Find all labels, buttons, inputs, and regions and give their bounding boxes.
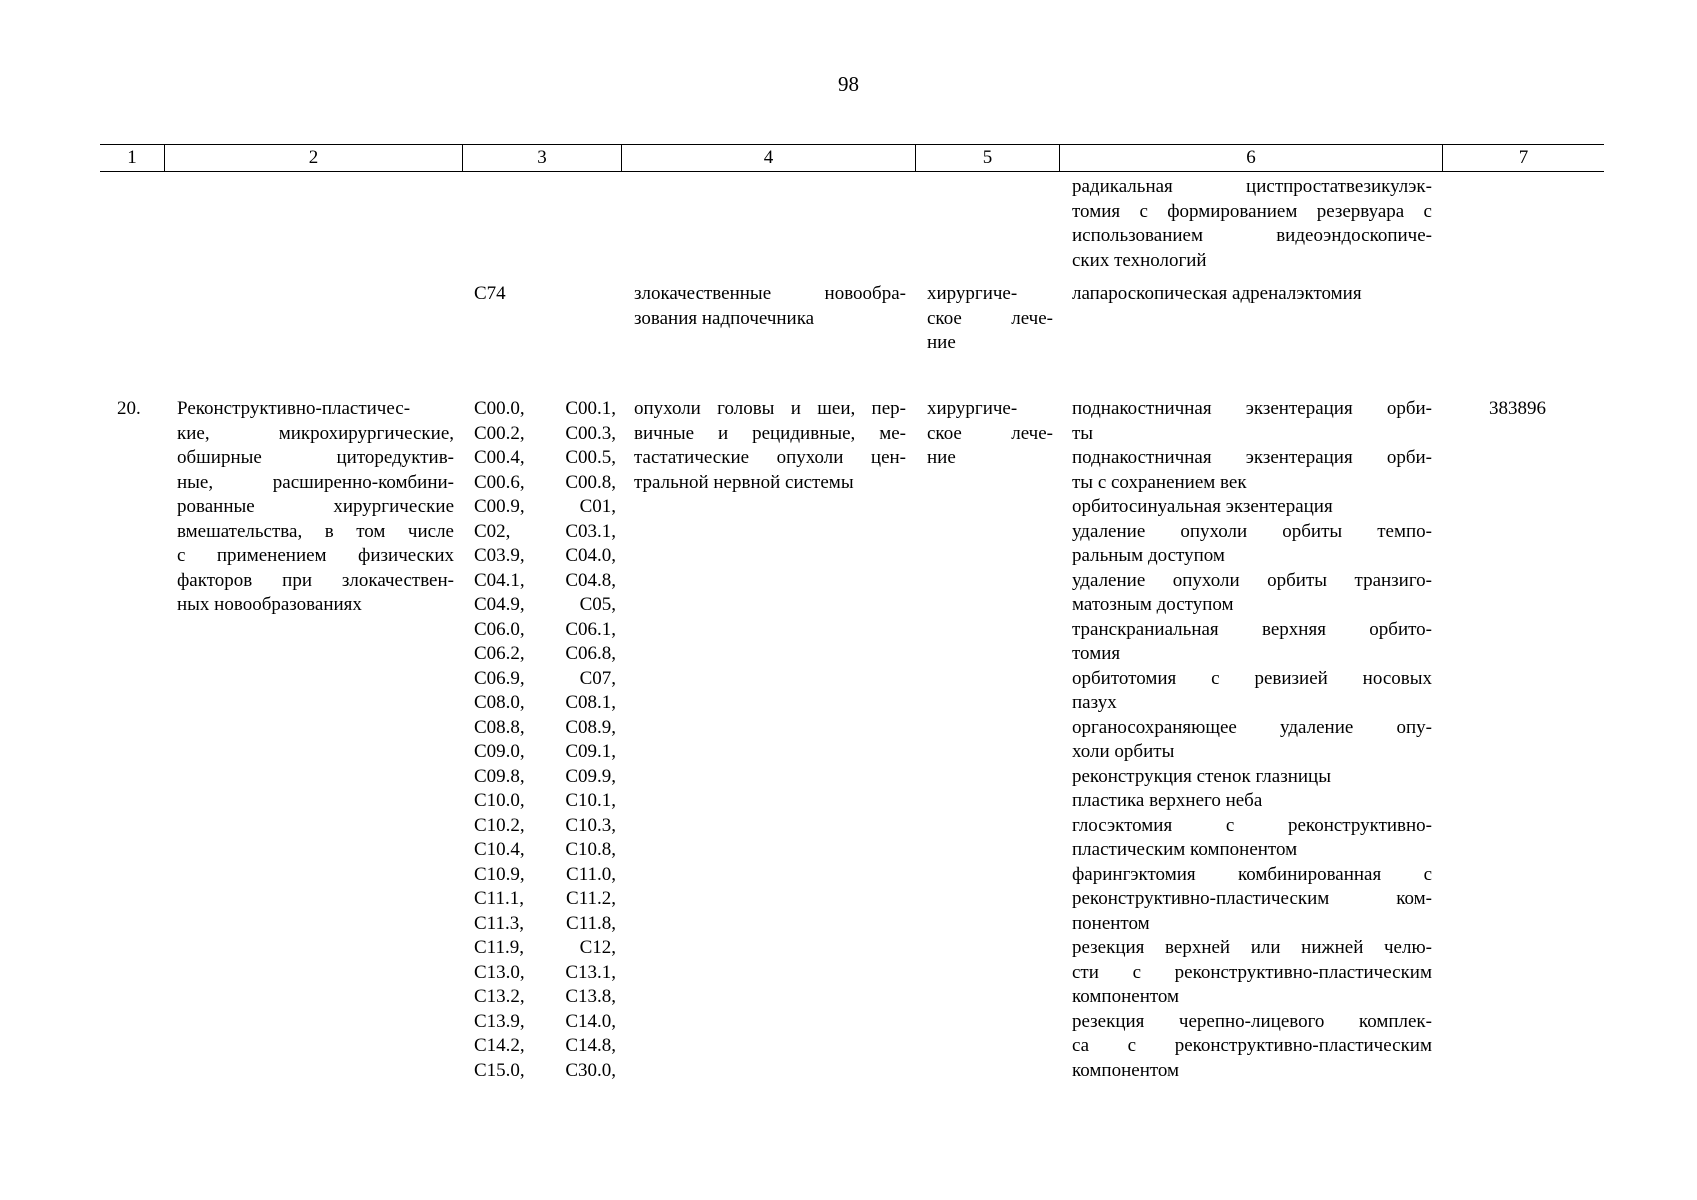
row-20-care-type xyxy=(177,397,454,618)
text-line: хирургиче- xyxy=(927,283,1018,304)
text-line: использованием видеоэндоскопиче- xyxy=(1072,225,1432,246)
row-c74-diagnosis xyxy=(634,282,906,331)
icd-code-row xyxy=(474,618,616,643)
icd-code: C06.0, xyxy=(474,618,525,640)
icd-code-row xyxy=(474,446,616,471)
icd-code: C13.8, xyxy=(565,986,616,1007)
icd-code: C10.3, xyxy=(565,814,616,836)
text-line: лапароскопическая адреналэктомия xyxy=(1072,283,1362,304)
row-20-icd-codes xyxy=(474,397,616,1083)
row-c74-code: C74 xyxy=(474,283,506,304)
text-line: резекция верхней или нижней челю- xyxy=(1072,937,1432,958)
icd-code: C14.0, xyxy=(565,1010,616,1032)
text-line: ные, расширенно-комбини- xyxy=(177,471,454,493)
icd-code: C00.1, xyxy=(565,398,616,419)
icd-code: C09.9, xyxy=(565,765,616,787)
icd-code: C11.8, xyxy=(566,912,616,934)
header-col-3: 3 xyxy=(463,145,622,171)
icd-code: C04.1, xyxy=(474,569,525,591)
text-line: злокачественные новообра- xyxy=(634,283,906,304)
text-line: матозным доступом xyxy=(1072,594,1234,615)
text-line: ское лече- xyxy=(927,307,1053,329)
text-line: томия xyxy=(1072,643,1121,664)
icd-code: C07, xyxy=(579,667,616,689)
icd-code: C08.9, xyxy=(565,716,616,738)
text-line: вичные и рецидивные, ме- xyxy=(634,422,906,444)
icd-code-row xyxy=(474,1059,616,1084)
row-20-treatment-type xyxy=(927,397,1053,471)
text-line: удаление опухоли орбиты темпо- xyxy=(1072,520,1432,542)
text-line: ское лече- xyxy=(927,422,1053,444)
continuation-col6-text xyxy=(1072,175,1432,273)
icd-code: C04.8, xyxy=(565,569,616,591)
row-c74-method xyxy=(1072,282,1432,307)
text-line: ты с сохранением век xyxy=(1072,471,1247,493)
icd-code-row xyxy=(474,397,616,422)
header-col-1: 1 xyxy=(100,145,165,171)
icd-code: C03.9, xyxy=(474,545,525,566)
icd-code-row xyxy=(474,838,616,863)
row-20-cost: 383896 xyxy=(1489,398,1546,419)
text-line: тастатические опухоли цен- xyxy=(634,447,906,468)
icd-code: C11.2, xyxy=(566,888,616,909)
text-line: сти с реконструктивно-пластическим xyxy=(1072,961,1432,983)
icd-code: C11.0, xyxy=(566,863,616,885)
icd-code-row xyxy=(474,422,616,447)
header-col-6: 6 xyxy=(1060,145,1443,171)
text-line: зования надпочечника xyxy=(634,307,815,329)
icd-code: C10.2, xyxy=(474,814,525,836)
text-line: пластическим компонентом xyxy=(1072,839,1298,860)
icd-code-row xyxy=(474,1010,616,1035)
text-line: понентом xyxy=(1072,912,1150,934)
icd-code: C00.5, xyxy=(565,447,616,468)
icd-code: C00.9, xyxy=(474,496,525,517)
icd-code: C02, xyxy=(474,520,511,542)
icd-code: C11.3, xyxy=(474,912,524,934)
icd-code: C06.9, xyxy=(474,667,525,689)
icd-code-row xyxy=(474,544,616,569)
icd-code: C13.0, xyxy=(474,961,525,983)
icd-code-row xyxy=(474,814,616,839)
page-number: 98 xyxy=(838,72,859,96)
text-line: томия с формированием резервуара с xyxy=(1072,200,1432,222)
icd-code-row xyxy=(474,936,616,961)
text-line: опухоли головы и шеи, пер- xyxy=(634,398,906,419)
icd-code-row xyxy=(474,789,616,814)
icd-code-row xyxy=(474,765,616,790)
icd-code-row xyxy=(474,691,616,716)
text-line: са с реконструктивно-пластическим xyxy=(1072,1035,1432,1056)
icd-code: C04.0, xyxy=(565,545,616,566)
icd-code: C10.9, xyxy=(474,863,525,885)
text-line: радикальная цистпростатвезикулэк- xyxy=(1072,176,1432,197)
icd-code-row xyxy=(474,740,616,765)
text-line: орбитотомия с ревизией носовых xyxy=(1072,667,1432,689)
text-line: резекция черепно-лицевого комплек- xyxy=(1072,1010,1432,1032)
text-line: пластика верхнего неба xyxy=(1072,790,1263,811)
text-line: органосохраняющее удаление опу- xyxy=(1072,716,1432,738)
icd-code: C06.1, xyxy=(565,618,616,640)
text-line: факторов при злокачествен- xyxy=(177,569,454,591)
icd-code: C08.0, xyxy=(474,692,525,713)
icd-code-row xyxy=(474,912,616,937)
icd-code-row xyxy=(474,520,616,545)
row-20-number: 20. xyxy=(117,398,141,419)
icd-code-row xyxy=(474,642,616,667)
header-col-4: 4 xyxy=(622,145,916,171)
icd-code: C04.9, xyxy=(474,594,525,615)
text-line: рованные хирургические xyxy=(177,496,454,517)
icd-code: C13.1, xyxy=(565,961,616,983)
text-line: тральной нервной системы xyxy=(634,471,854,493)
text-line: компонентом xyxy=(1072,986,1180,1007)
text-line: ние xyxy=(927,332,956,353)
row-20-methods xyxy=(1072,397,1432,1083)
table-header xyxy=(100,144,1604,172)
icd-code-row xyxy=(474,863,616,888)
icd-code: C10.0, xyxy=(474,790,525,811)
text-line: поднакостничная экзентерация орби- xyxy=(1072,398,1432,419)
icd-code-row xyxy=(474,495,616,520)
text-line: с применением физических xyxy=(177,545,454,566)
icd-code-row xyxy=(474,716,616,741)
icd-code: C14.8, xyxy=(565,1035,616,1056)
text-line: ние xyxy=(927,447,956,468)
icd-code: C14.2, xyxy=(474,1035,525,1056)
icd-code-row xyxy=(474,961,616,986)
text-line: глосэктомия с реконструктивно- xyxy=(1072,814,1432,836)
text-line: обширные циторедуктив- xyxy=(177,447,454,468)
icd-code: C03.1, xyxy=(565,520,616,542)
text-line: вмешательства, в том числе xyxy=(177,520,454,542)
row-20-diagnosis xyxy=(634,397,906,495)
icd-code: C11.1, xyxy=(474,888,524,909)
icd-code: C08.8, xyxy=(474,716,525,738)
icd-code: C00.6, xyxy=(474,471,525,493)
text-line: ральным доступом xyxy=(1072,545,1225,566)
text-line: ных новообразованиях xyxy=(177,594,362,615)
icd-code: C15.0, xyxy=(474,1059,525,1081)
icd-code-row xyxy=(474,593,616,618)
header-col-5: 5 xyxy=(916,145,1060,171)
text-line: Реконструктивно-пластичес- xyxy=(177,398,411,419)
icd-code: C00.2, xyxy=(474,422,525,444)
icd-code-row xyxy=(474,887,616,912)
text-line: ты xyxy=(1072,422,1094,444)
icd-code: C08.1, xyxy=(565,692,616,713)
icd-code-row xyxy=(474,569,616,594)
icd-code-row xyxy=(474,471,616,496)
text-line: пазух xyxy=(1072,692,1117,713)
row-c74-treatment-type xyxy=(927,282,1053,356)
text-line: компонентом xyxy=(1072,1059,1180,1081)
icd-code: C09.1, xyxy=(565,741,616,762)
icd-code: C10.1, xyxy=(565,790,616,811)
header-col-7: 7 xyxy=(1518,147,1529,168)
icd-code: C00.4, xyxy=(474,447,525,468)
icd-code-row xyxy=(474,1034,616,1059)
text-line: реконструкция стенок глазницы xyxy=(1072,765,1331,787)
icd-code: C00.8, xyxy=(565,471,616,493)
text-line: хирургиче- xyxy=(927,398,1018,419)
icd-code: C13.9, xyxy=(474,1010,525,1032)
icd-code: C30.0, xyxy=(565,1059,616,1081)
icd-code: C10.4, xyxy=(474,839,525,860)
icd-code: C12, xyxy=(579,937,616,958)
text-line: транскраниальная верхняя орбито- xyxy=(1072,618,1432,640)
text-line: ских технологий xyxy=(1072,249,1207,271)
icd-code: C11.9, xyxy=(474,937,524,958)
icd-code-row xyxy=(474,985,616,1010)
icd-code: C09.0, xyxy=(474,741,525,762)
icd-code: C13.2, xyxy=(474,986,525,1007)
text-line: удаление опухоли орбиты транзиго- xyxy=(1072,569,1432,591)
icd-code: C01, xyxy=(579,496,616,517)
header-col-2: 2 xyxy=(165,145,463,171)
text-line: реконструктивно-пластическим ком- xyxy=(1072,888,1432,909)
icd-code: C06.2, xyxy=(474,643,525,664)
icd-code: C09.8, xyxy=(474,765,525,787)
text-line: фарингэктомия комбинированная с xyxy=(1072,863,1432,885)
icd-code: C00.3, xyxy=(565,422,616,444)
icd-code: C05, xyxy=(579,594,616,615)
text-line: холи орбиты xyxy=(1072,741,1175,762)
icd-code: C10.8, xyxy=(565,839,616,860)
text-line: кие, микрохирургические, xyxy=(177,422,454,444)
text-line: поднакостничная экзентерация орби- xyxy=(1072,447,1432,468)
icd-code: C00.0, xyxy=(474,398,525,419)
text-line: орбитосинуальная экзентерация xyxy=(1072,496,1333,517)
icd-code: C06.8, xyxy=(565,643,616,664)
icd-code-row xyxy=(474,667,616,692)
